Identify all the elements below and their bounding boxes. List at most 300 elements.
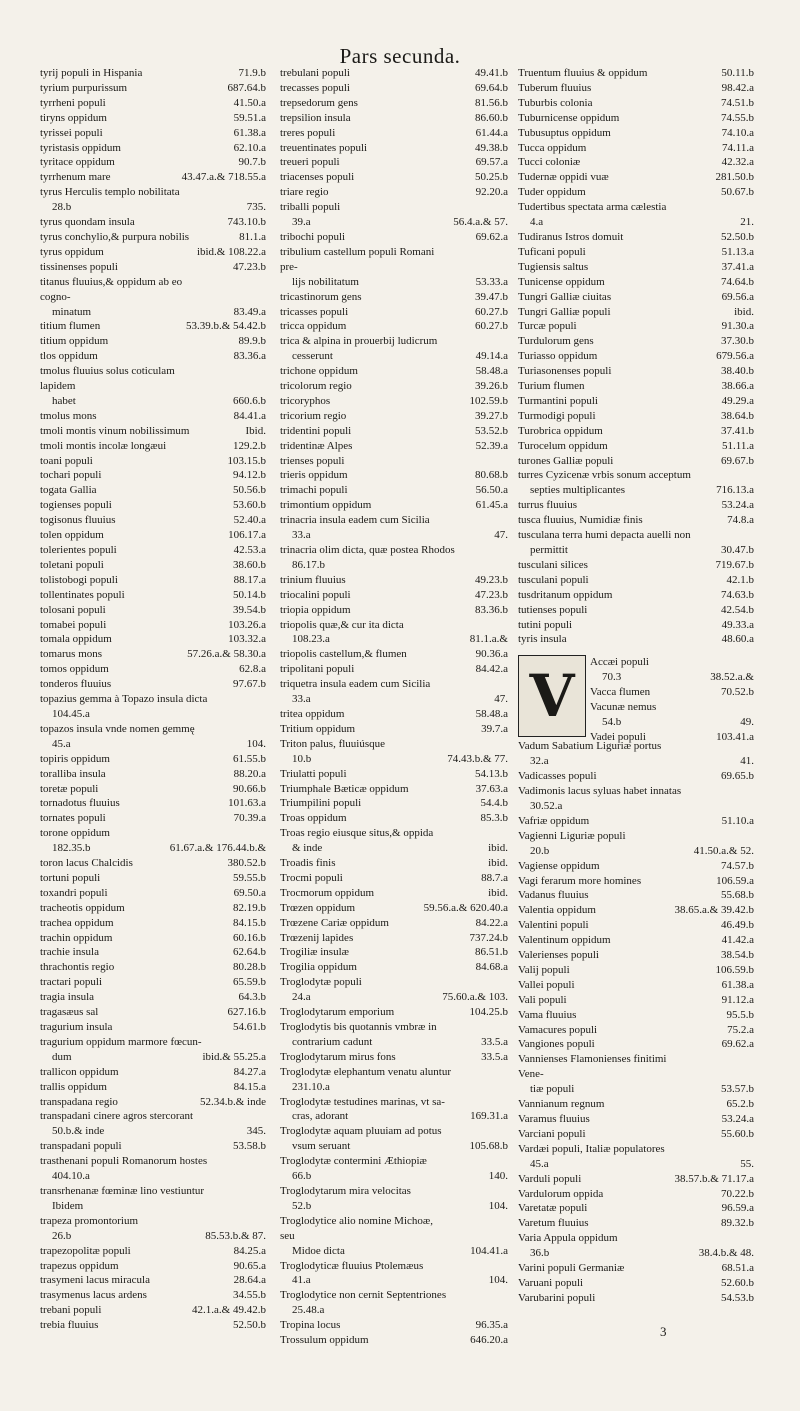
entry-term: tyrissei populi <box>40 126 103 139</box>
index-entry <box>280 1259 508 1289</box>
entry-reference: 38.65.a.& 39.42.b <box>674 904 754 917</box>
index-entry <box>280 170 508 185</box>
entry-term: thrachontis regio <box>40 961 115 974</box>
index-entry <box>40 245 266 260</box>
index-entry <box>40 901 266 916</box>
index-entry <box>40 1214 266 1244</box>
entry-term: tolosani populi <box>40 603 106 616</box>
index-entry <box>40 1273 266 1288</box>
index-entry <box>518 1201 754 1216</box>
entry-reference: ibid. <box>488 842 508 855</box>
entry-term: Trœzenij lapides <box>280 931 354 944</box>
index-entry <box>40 677 266 692</box>
entry-reference: 84.42.a <box>475 663 508 676</box>
index-entry <box>40 826 266 856</box>
entry-reference: 59.55.b <box>233 871 266 884</box>
entry-term: tlos oppidum <box>40 350 98 363</box>
entry-term: Vangiones populi <box>518 1038 595 1051</box>
entry-reference: 53.39.b.& 54.42.b <box>185 320 266 333</box>
entry-reference: 41.50.a <box>233 96 266 109</box>
entry-term: triare regio <box>280 186 329 199</box>
entry-term: Tuder oppidum <box>518 186 586 199</box>
entry-term: Trocmi populi <box>280 871 343 884</box>
entry-continuation: 182.35.b <box>52 842 91 855</box>
entry-reference: 34.55.b <box>233 1289 266 1302</box>
entry-reference: 53.52.b <box>475 424 508 437</box>
index-entry <box>40 1184 266 1214</box>
entry-term: tolerientes populi <box>40 544 117 556</box>
entry-reference: 75.60.a.& 103. <box>442 991 508 1004</box>
index-entry <box>280 379 508 394</box>
index-entry <box>40 170 266 185</box>
entry-term: triopolis castellum,& flumen <box>280 648 407 661</box>
index-entry <box>40 319 266 334</box>
entry-term: tragasæus sal <box>40 1006 99 1019</box>
entry-reference: 50.14.b <box>233 588 266 601</box>
entry-term: Vagi ferarum more homines <box>518 874 642 887</box>
entry-reference: 84.22.a <box>475 916 508 929</box>
entry-reference: 60.16.b <box>233 931 266 944</box>
entry-reference: 39.7.a <box>481 722 508 735</box>
index-entry <box>40 1259 266 1274</box>
index-entry <box>280 618 508 648</box>
entry-continuation: Midoe dicta <box>292 1244 345 1257</box>
entry-term: Troglodyticæ fluuius Ptolemæus <box>280 1259 424 1272</box>
entry-reference: 104.41.a <box>470 1244 508 1257</box>
entry-term: Troglodytæ aquam pluuiam ad potus <box>280 1125 442 1138</box>
index-entry <box>40 439 266 454</box>
entry-reference: ibid. <box>488 886 508 899</box>
index-entry <box>40 960 266 975</box>
entry-reference: 737.24.b <box>469 931 508 944</box>
entry-term: Varetatæ populi <box>518 1202 588 1215</box>
index-entry <box>518 829 754 859</box>
page-title: Pars secunda. <box>339 44 461 68</box>
entry-term: togata Gallia <box>40 484 97 497</box>
entry-continuation: 45.a <box>530 1157 549 1170</box>
entry-reference: 52.60.b <box>721 1276 754 1289</box>
entry-reference: 380.52.b <box>227 857 266 870</box>
entry-term: trepsedorum gens <box>280 96 358 109</box>
entry-reference: 103.41.a <box>716 730 754 743</box>
entry-term: Varciani populi <box>518 1127 586 1140</box>
index-entry <box>280 1288 508 1318</box>
entry-term: trallis oppidum <box>40 1080 107 1093</box>
index-entry <box>40 722 266 752</box>
index-entry <box>280 886 508 901</box>
entry-term: Vardæi populi, Italiæ populatores <box>518 1142 665 1155</box>
index-entry <box>40 886 266 901</box>
index-entry <box>518 1216 754 1231</box>
entry-continuation: 32.a <box>530 755 549 768</box>
entry-term: trebulani populi <box>280 67 350 79</box>
entry-reference: 74.8.a <box>727 514 754 527</box>
entry-reference: 38.54.b <box>721 949 754 962</box>
entry-reference: 69.62.a <box>475 230 508 243</box>
entry-term: toron lacus Chalcidis <box>40 857 133 870</box>
entry-term: tutini populi <box>518 618 573 631</box>
entry-continuation: 36.b <box>530 1247 550 1260</box>
index-entry <box>280 707 508 722</box>
entry-term: Turobrica oppidum <box>518 424 603 437</box>
entry-reference: 106.17.a <box>228 529 266 542</box>
entry-term: tyris insula <box>518 633 567 646</box>
entry-reference: 38.66.a <box>721 380 754 393</box>
index-entry <box>518 126 754 141</box>
entry-reference: 687.64.b <box>227 81 266 94</box>
entry-reference: 42.32.a <box>721 156 754 169</box>
entry-term: Troglodytice non cernit Septentriones <box>280 1289 447 1302</box>
index-entry <box>518 528 754 558</box>
entry-term: trimachi populi <box>280 484 348 497</box>
entry-reference: 80.68.b <box>475 469 508 482</box>
index-entry <box>280 334 508 364</box>
entry-continuation: 33.a <box>292 693 311 706</box>
entry-term: tolistobogi populi <box>40 573 118 586</box>
entry-term: Triumpilini populi <box>280 797 362 810</box>
index-entry <box>40 931 266 946</box>
entry-term: tornadotus fluuius <box>40 797 120 810</box>
index-entry <box>40 409 266 424</box>
entry-reference: 84.68.a <box>475 961 508 974</box>
index-entry <box>40 945 266 960</box>
entry-term: Troglodytæ populi <box>280 976 362 989</box>
entry-term: tissinenses populi <box>40 260 118 273</box>
entry-term: Trocmorum oppidum <box>280 886 375 899</box>
entry-reference: 61.44.a <box>475 126 508 139</box>
entry-continuation: 231.10.a <box>292 1080 330 1093</box>
entry-term: Tuberum fluuius <box>518 81 592 94</box>
index-entry <box>518 66 754 81</box>
entry-term: tricasses populi <box>280 305 349 318</box>
decorated-initial-block <box>518 655 754 743</box>
entry-reference: 50.56.b <box>233 484 266 497</box>
index-entry <box>518 513 754 528</box>
entry-term: toretæ populi <box>40 782 99 795</box>
initial-entries <box>590 655 754 744</box>
entry-reference: 42.53.a <box>233 544 266 556</box>
entry-reference: 71.9.b <box>238 67 266 79</box>
index-entry <box>280 126 508 141</box>
index-entry <box>40 1020 266 1035</box>
index-entry <box>280 81 508 96</box>
entry-term: triquetra insula eadem cum Sicilia <box>280 678 431 691</box>
entry-reference: 104. <box>246 737 266 750</box>
entry-term: tridentini populi <box>280 424 352 437</box>
entry-reference: 61.38.a <box>721 978 754 991</box>
entry-reference: 48.60.a <box>721 633 754 646</box>
entry-reference: 68.51.a <box>721 1262 754 1275</box>
entry-reference: 47. <box>494 693 508 706</box>
entry-term: Vannienses Flamonienses finitimi Vene- <box>518 1053 667 1081</box>
entry-reference: 50.25.b <box>475 171 508 184</box>
entry-term: Vadanus fluuius <box>518 889 589 902</box>
index-entry <box>280 1333 508 1348</box>
index-entry <box>280 796 508 811</box>
index-entry <box>40 1095 266 1110</box>
entry-term: tomarus mons <box>40 648 103 661</box>
entry-reference: 42.54.b <box>721 603 754 616</box>
index-entry <box>280 394 508 409</box>
index-entry <box>518 230 754 245</box>
index-entry <box>40 141 266 156</box>
entry-reference: 80.28.b <box>233 961 266 974</box>
entry-term: tmoli montis incolæ longæui <box>40 439 167 452</box>
index-entry <box>280 1005 508 1020</box>
index-entry <box>280 916 508 931</box>
entry-term: Troadis finis <box>280 857 336 870</box>
index-entry <box>40 811 266 826</box>
entry-term: trapezopolitæ populi <box>40 1244 131 1257</box>
index-entry <box>280 588 508 603</box>
entry-reference: 39.47.b <box>475 290 508 303</box>
entry-term: tricoryphos <box>280 394 331 407</box>
index-entry <box>518 588 754 603</box>
index-entry <box>280 871 508 886</box>
entry-reference: 51.13.a <box>721 245 754 258</box>
entry-reference: 74.63.b <box>721 588 754 601</box>
entry-term: turrus fluuius <box>518 499 577 512</box>
entry-reference: 56.50.a <box>475 484 508 497</box>
entry-reference: 53.57.b <box>721 1083 754 1096</box>
entry-term: Trossulum oppidum <box>280 1334 369 1347</box>
entry-term: Triumphale Bæticæ oppidum <box>280 782 409 795</box>
entry-reference: 37.63.a <box>475 782 508 795</box>
entry-reference: 58.48.a <box>475 707 508 720</box>
index-entry <box>280 975 508 1005</box>
entry-continuation: permittit <box>530 544 568 556</box>
index-entry <box>518 454 754 469</box>
entry-term: titium flumen <box>40 320 101 333</box>
entry-reference: ibid.& 108.22.a <box>196 245 266 258</box>
entry-term: topiris oppidum <box>40 752 110 765</box>
index-entry <box>40 767 266 782</box>
entry-term: topazius gemma à Topazo insula dicta <box>40 693 208 706</box>
entry-term: toani populi <box>40 454 93 467</box>
entry-term: tiryns oppidum <box>40 111 107 124</box>
index-entry <box>518 874 754 889</box>
entry-term: tribochi populi <box>280 230 346 243</box>
entry-reference: 42.1.b <box>726 573 754 586</box>
index-entry <box>518 814 754 829</box>
decorated-initial-v: V <box>518 655 586 737</box>
index-entry <box>280 677 508 707</box>
entry-reference: 103.26.a <box>228 618 266 631</box>
index-entry <box>280 290 508 305</box>
entry-term: Vama fluuius <box>518 1008 577 1021</box>
index-entry <box>280 782 508 797</box>
entry-term: tmolus fluuius solus coticulam lapidem <box>40 365 175 393</box>
entry-term: trallicon oppidum <box>40 1065 119 1078</box>
entry-term: Tucci coloniæ <box>518 156 581 169</box>
index-entry <box>280 767 508 782</box>
entry-reference: 719.67.b <box>715 558 754 571</box>
entry-reference: 92.20.a <box>475 186 508 199</box>
entry-reference: 74.11.a <box>722 141 754 154</box>
entry-term: trasthenani populi Romanorum hostes <box>40 1155 208 1168</box>
entry-term: Troas regio eiusque situs,& oppida <box>280 827 434 840</box>
index-entry <box>280 856 508 871</box>
entry-reference: 60.27.b <box>475 320 508 333</box>
entry-continuation: tiæ populi <box>530 1083 575 1096</box>
entry-reference: 52.50.b <box>721 230 754 243</box>
index-entry <box>518 618 754 633</box>
entry-reference: 88.20.a <box>233 767 266 780</box>
entry-reference: 88.17.a <box>233 573 266 586</box>
index-entry <box>40 1288 266 1303</box>
entry-reference: 46.49.b <box>721 919 754 932</box>
entry-term: tortuni populi <box>40 871 101 884</box>
entry-continuation: vsum seruant <box>292 1140 351 1153</box>
entry-term: triacenses populi <box>280 171 355 184</box>
entry-reference: 64.3.b <box>238 991 266 1004</box>
index-entry <box>518 305 754 320</box>
entry-reference: 52.40.a <box>233 514 266 527</box>
entry-reference: 61.45.a <box>475 499 508 512</box>
entry-term: Trogilia oppidum <box>280 961 357 974</box>
entry-term: tusculani populi <box>518 573 589 586</box>
entry-term: trinacria insula eadem cum Sicilia <box>280 514 430 527</box>
entry-term: turones Galliæ populi <box>518 454 614 467</box>
index-entry <box>280 230 508 245</box>
entry-reference: 82.19.b <box>233 901 266 914</box>
entry-term: triocalini populi <box>280 588 351 601</box>
entry-continuation: 24.a <box>292 991 311 1004</box>
index-entry <box>40 155 266 170</box>
entry-reference: 74.57.b <box>721 859 754 872</box>
entry-reference: 39.54.b <box>233 603 266 616</box>
entry-term: trinium fluuius <box>280 573 346 586</box>
entry-reference: 41. <box>740 755 754 768</box>
index-entry <box>280 1095 508 1125</box>
entry-reference: 43.47.a.& 718.55.a <box>181 171 266 184</box>
entry-reference: 41.50.a.& 52. <box>693 844 754 857</box>
entry-term: trecasses populi <box>280 81 350 94</box>
entry-reference: 74.51.b <box>721 96 754 109</box>
entry-continuation: 52.b <box>292 1199 312 1212</box>
entry-term: tyrus Herculis templo nobilitata <box>40 186 180 199</box>
index-column-3-bottom <box>518 739 754 1305</box>
index-entry <box>518 558 754 573</box>
entry-reference: 61.67.a.& 176.44.b.& <box>169 842 266 855</box>
entry-term: trebani populi <box>40 1304 102 1317</box>
entry-reference: 57.26.a.& 58.30.a <box>187 648 266 661</box>
entry-term: transpadani populi <box>40 1140 122 1153</box>
index-entry <box>40 603 266 618</box>
index-entry <box>280 662 508 677</box>
entry-reference: 74.10.a <box>721 126 754 139</box>
index-entry <box>40 752 266 767</box>
index-entry <box>280 454 508 469</box>
entry-term: tribulium castellum populi Romani pre- <box>280 245 435 273</box>
entry-term: trapezus oppidum <box>40 1259 119 1272</box>
index-entry <box>518 1097 754 1112</box>
index-entry <box>40 990 266 1005</box>
entry-reference: 104. <box>488 1274 508 1287</box>
entry-term: Varamus fluuius <box>518 1113 590 1125</box>
index-entry <box>280 1154 508 1184</box>
entry-reference: ibid. <box>734 305 754 318</box>
entry-reference: 62.64.b <box>233 946 266 959</box>
entry-reference: 83.36.a <box>233 350 266 363</box>
entry-term: treres populi <box>280 126 336 139</box>
entry-reference: 81.56.b <box>475 96 508 109</box>
entry-term: toletani populi <box>40 558 104 571</box>
index-entry <box>280 1214 508 1259</box>
entry-term: tyrij populi in Hispania <box>40 67 143 79</box>
index-entry <box>518 1172 754 1187</box>
index-entry <box>40 618 266 633</box>
index-entry <box>518 1112 754 1127</box>
index-entry <box>40 81 266 96</box>
entry-reference: 55.60.b <box>721 1127 754 1140</box>
entry-reference: 94.12.b <box>233 469 266 482</box>
entry-term: Troglodytarum mira velocitas <box>280 1184 411 1197</box>
index-entry <box>40 1005 266 1020</box>
entry-reference: 41.42.a <box>721 934 754 947</box>
index-entry <box>518 859 754 874</box>
entry-term: trapeza promontorium <box>40 1214 139 1227</box>
entry-reference: 95.5.b <box>726 1008 754 1021</box>
entry-term: topazos insula vnde nomen gemmę <box>40 722 195 735</box>
entry-continuation: minatum <box>52 305 92 318</box>
index-entry <box>280 111 508 126</box>
entry-term: Vadei populi <box>590 730 646 743</box>
entry-term: Turmantini populi <box>518 394 598 407</box>
entry-reference: 86.60.b <box>475 111 508 124</box>
index-entry <box>40 483 266 498</box>
entry-continuation: dum <box>52 1050 72 1063</box>
entry-term: trebia fluuius <box>40 1319 99 1332</box>
entry-term: tomabei populi <box>40 618 107 631</box>
entry-term: Troglodytarum emporium <box>280 1006 395 1019</box>
entry-continuation: cesserunt <box>292 350 333 363</box>
entry-term: Varubarini populi <box>518 1291 596 1304</box>
index-entry <box>280 1065 508 1095</box>
entry-term: Trogiliæ insulæ <box>280 946 349 959</box>
entry-term: trieris oppidum <box>280 469 348 482</box>
entry-reference: 56.4.a.& 57. <box>453 216 508 229</box>
entry-term: Valentinum oppidum <box>518 934 611 947</box>
entry-reference: 89.32.b <box>721 1217 754 1230</box>
entry-term: tritea oppidum <box>280 707 345 720</box>
entry-continuation: 25.48.a <box>292 1304 325 1317</box>
index-entry <box>40 498 266 513</box>
entry-reference: 90.66.b <box>233 782 266 795</box>
entry-term: Tritium oppidum <box>280 722 356 735</box>
entry-reference: 33.5.a <box>481 1050 508 1063</box>
entry-reference: 53.24.a <box>721 499 754 512</box>
index-entry <box>40 96 266 111</box>
entry-continuation: 50.b.& inde <box>52 1125 105 1138</box>
index-entry <box>280 439 508 454</box>
index-entry <box>518 1142 754 1172</box>
entry-term: Troglodytarum mirus fons <box>280 1050 396 1063</box>
index-entry <box>518 170 754 185</box>
entry-reference: 49.23.b <box>475 573 508 586</box>
entry-term: tmolus mons <box>40 409 97 422</box>
entry-term: Vagienni Liguriæ populi <box>518 829 626 842</box>
entry-reference: 169.31.a <box>470 1110 508 1123</box>
entry-term: tyrium purpurissum <box>40 81 128 94</box>
entry-reference: 81.1.a.& <box>469 633 508 646</box>
entry-reference: 52.50.b <box>233 1319 266 1332</box>
index-entry <box>518 888 754 903</box>
index-entry <box>518 155 754 170</box>
index-entry <box>590 655 754 685</box>
entry-continuation: 86.17.b <box>292 558 325 571</box>
entry-term: transpadana regio <box>40 1095 118 1108</box>
